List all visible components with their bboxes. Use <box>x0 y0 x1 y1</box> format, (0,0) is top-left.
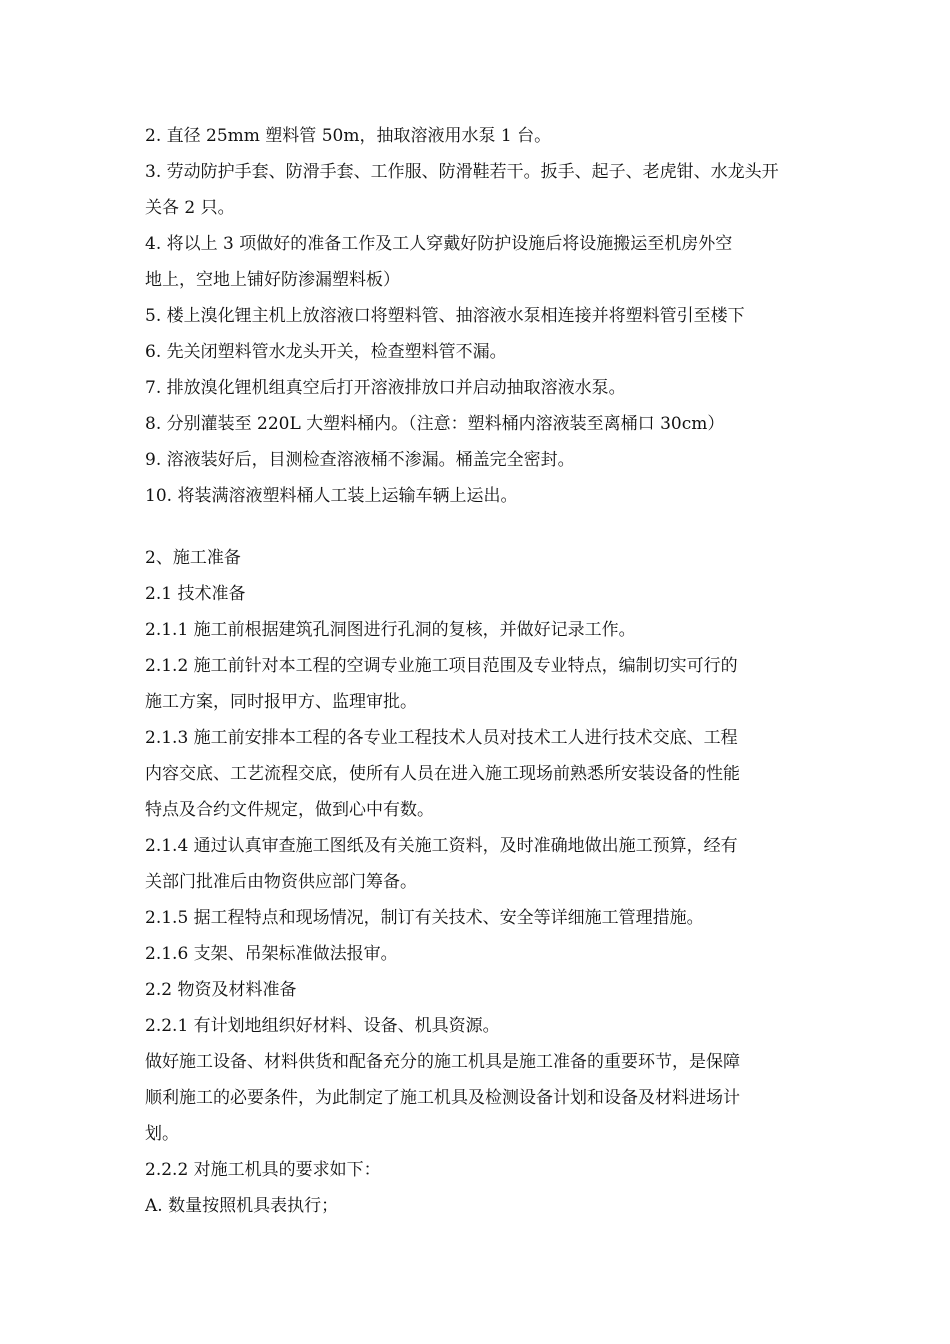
section-spacer <box>145 514 815 540</box>
paragraph-line: 8. 分别灌装至 220L 大塑料桶内。（注意：塑料桶内溶液装至离桶口 30cm） <box>145 414 725 434</box>
paragraph-line: 顺利施工的必要条件，为此制定了施工机具及检测设备计划和设备及材料进场计 <box>145 1088 740 1108</box>
section-heading: 2、施工准备 <box>145 548 241 568</box>
paragraph-line: 2.2.1 有计划地组织好材料、设备、机具资源。 <box>145 1016 500 1036</box>
paragraph-line: 2.1.4 通过认真审查施工图纸及有关施工资料，及时准确地做出施工预算，经有 <box>145 836 738 856</box>
paragraph-line: 2.2.2 对施工机具的要求如下： <box>145 1160 381 1180</box>
paragraph-line: 2. 直径 25mm 塑料管 50m，抽取溶液用水泵 1 台。 <box>145 126 552 146</box>
paragraph-line: 2.1.3 施工前安排本工程的各专业工程技术人员对技术工人进行技术交底、工程 <box>145 728 738 748</box>
subsection-heading: 2.1 技术准备 <box>145 584 246 604</box>
paragraph-line: 3. 劳动防护手套、防滑手套、工作服、防滑鞋若干。扳手、起子、老虎钳、水龙头开 <box>145 162 779 182</box>
paragraph-line: 9. 溶液装好后，目测检查溶液桶不渗漏。桶盖完全密封。 <box>145 450 575 470</box>
paragraph-line: 2.1.5 据工程特点和现场情况，制订有关技术、安全等详细施工管理措施。 <box>145 908 704 928</box>
paragraph-line: 关各 2 只。 <box>145 198 235 218</box>
paragraph-line: 地上，空地上铺好防渗漏塑料板） <box>145 270 400 290</box>
paragraph-line: 关部门批准后由物资供应部门筹备。 <box>145 872 417 892</box>
subsection-heading: 2.2 物资及材料准备 <box>145 980 297 1000</box>
paragraph-line: 施工方案，同时报甲方、监理审批。 <box>145 692 417 712</box>
paragraph-line: A. 数量按照机具表执行； <box>145 1196 339 1216</box>
paragraph-line: 2.1.2 施工前针对本工程的空调专业施工项目范围及专业特点，编制切实可行的 <box>145 656 738 676</box>
paragraph-line: 4. 将以上 3 项做好的准备工作及工人穿戴好防护设施后将设施搬运至机房外空 <box>145 234 733 254</box>
paragraph-line: 5. 楼上溴化锂主机上放溶液口将塑料管、抽溶液水泵相连接并将塑料管引至楼下 <box>145 306 745 326</box>
paragraph-line: 2.1.6 支架、吊架标准做法报审。 <box>145 944 398 964</box>
paragraph-line: 做好施工设备、材料供货和配备充分的施工机具是施工准备的重要环节，是保障 <box>145 1052 740 1072</box>
paragraph-line: 划。 <box>145 1124 179 1144</box>
document-body <box>145 118 815 1224</box>
paragraph-line: 7. 排放溴化锂机组真空后打开溶液排放口并启动抽取溶液水泵。 <box>145 378 626 398</box>
paragraph-line: 6. 先关闭塑料管水龙头开关，检查塑料管不漏。 <box>145 342 507 362</box>
paragraph-line: 内容交底、工艺流程交底，使所有人员在进入施工现场前熟悉所安装设备的性能 <box>145 764 740 784</box>
paragraph-line: 特点及合约文件规定，做到心中有数。 <box>145 800 434 820</box>
paragraph-line: 10. 将装满溶液塑料桶人工装上运输车辆上运出。 <box>145 486 518 506</box>
paragraph-line: 2.1.1 施工前根据建筑孔洞图进行孔洞的复核，并做好记录工作。 <box>145 620 636 640</box>
